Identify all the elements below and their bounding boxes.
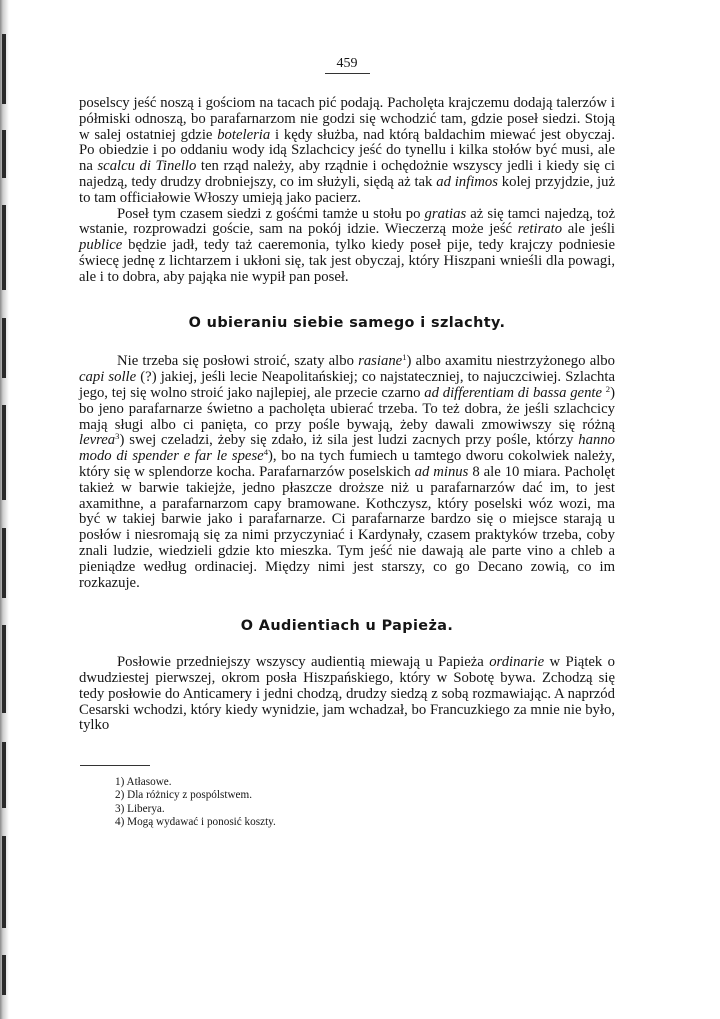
footnote: 1) Atłasowe. — [115, 776, 172, 789]
paragraph — [79, 655, 615, 734]
italic-term: ad infimos — [436, 173, 498, 190]
document-page — [79, 56, 615, 829]
text-run: 8 ale 10 miara. Pacholęt takież w barwie takiejże, jedno płaszcze droższe niż u parafarnarzów dać im, to jest axamithne, a parafarnarzom capy bramowane. Kothczysz, który poselski wóz wozi, ma być w takiej barwie jako i parafarnarze. Ci parafarnarze bardzo się o miejsce starają u posłów i niesromają się za nimi przyczyniać i Kardynały, czasem praktyków trzeba, coby znali ludzie, wiedzieli gdzie kto mieszka. Tym jeść nie dawają ale parte vino a chleb a pieniądze według ordinaciej. Między nimi jest starszy, co go Decano zowią, co im rozkazuje. — [79, 463, 615, 591]
page-number: 459 — [79, 56, 615, 74]
text-run: ) bo jeno parafarnarze świetno a pacholęta ubierać trzeba. To też dobra, że jeśli szlachcicy mają sługi albo ci panięta, co przy pośle bywają, żeby dawali zmowiwszy się różną — [79, 384, 615, 433]
section-heading: O ubieraniu siebie samego i szlachty. — [188, 314, 506, 331]
italic-term: ad minus — [414, 463, 469, 480]
footnotes — [79, 776, 615, 829]
text-run: kolej przyjdzie, już to tam officiałowie Włoszy umieją jako pacierz. — [79, 173, 615, 206]
italic-term: hanno modo di spender e far le spese — [79, 432, 615, 465]
italic-term: retirato — [517, 221, 563, 238]
text-run: ) swej czeladzi, żeby się zdało, iż sila jest ludzi zacnych przy pośle, którzy — [119, 432, 579, 449]
paragraph — [79, 207, 615, 286]
italic-term: ad differentiam di bassa gente — [424, 384, 603, 401]
text-run: i kędy służba, nad którą baldachim miewać jest obyczaj. Po obiedzie i po oddaniu wody idą Szlachcicy jeść do tynellu i kilka stołów być musi, ale na — [79, 126, 616, 175]
footnote-ref: 1 — [402, 352, 407, 363]
section-heading: O Audientiach u Papieża. — [240, 618, 454, 635]
binding-edge — [0, 0, 9, 1019]
text-run: Posłowie przedniejszy wszyscy audientią miewają u Papieża — [117, 654, 490, 671]
italic-term: capi solle — [79, 369, 137, 386]
footnote-separator — [80, 765, 150, 766]
italic-term: scalcu di Tinello — [97, 158, 197, 175]
paragraph — [79, 354, 615, 591]
text-run: Poseł tym czasem siedzi z gośćmi tamże u stołu po — [117, 205, 425, 222]
text-run: ten rząd należy, aby rządnie i ochędożnie wszyscy jedli i kiedy się ci najedzą, tedy drudzy drobniejszy, co im służyli, siędą aż tak — [79, 158, 615, 190]
footnote: 2) Dla różnicy z pospólstwem. — [115, 789, 253, 802]
italic-term: rasiane — [358, 353, 403, 370]
text-run: (?) jakiej, jeśli lecie Neapolitańskiej; co najstateczniej, to najuczciwiej. Szlachta jego, tej się wolno stroić jako najlepiej, ale przecie czarno — [79, 369, 615, 401]
italic-term: ordinarie — [489, 654, 545, 671]
footnote-ref: 3 — [115, 431, 120, 442]
text-run: Nie trzeba się posłowi stroić, szaty albo — [117, 353, 359, 370]
text-run: ) albo axamitu niestrzyżonego albo — [406, 353, 615, 370]
footnote-ref: 2 — [605, 383, 611, 394]
footnote: 3) Liberya. — [115, 802, 165, 815]
footnote: 4) Mogą wydawać i ponosić koszty. — [115, 815, 276, 828]
italic-term: publice — [79, 237, 123, 254]
text-run: poselscy jeść noszą i gościom na tacach pić podają. Pacholęta krajczemu dodają talerzów i półmiski odnoszą, bo parafarnarzom nie godzi się wchodzić tam, gdzie poseł siedzi. Stoją w salej ostatniej gdzie — [79, 95, 615, 143]
text-run: aż się tamci najedzą, toż wstanie, rozprowadzi goście, sam na pokój idzie. Wieczerzą może jeść — [79, 205, 615, 238]
text-run: będzie jadł, tedy taż caeremonia, tylko kiedy poseł pije, tedy krajczy podniesie świecę jednę z lichtarzem i ukłoni się, tak jest obyczaj, który Hiszpani wnieśli dla powagi, ale i to dobra, aby pająka nie wypił pan poseł. — [79, 237, 615, 285]
text-run: ), bo na tych fumiech u tamtego dworu cokolwiek należy, który się w splendorze kocha. Parafarnarzów poselskich — [79, 448, 615, 480]
italic-term: boteleria — [217, 126, 271, 143]
italic-term: levrea — [79, 432, 116, 449]
text-run: ale jeśli — [562, 221, 615, 238]
paragraph — [79, 96, 615, 207]
text-run: w Piątek o dwudziestej pierwszej, okrom posła Hiszpańskiego, który w Sobotę bywa. Zchodzą się tedy posłowie do Anticamery i jedni chodzą, drudzy siedzą z sobą rozmawiając. A naprzód Cesarski wchodzi, który kiedy wynidzie, jam wchadzał, bo Francuzkiego za mnie nie było, tylko — [79, 654, 615, 734]
italic-term: gratias — [424, 205, 467, 222]
footnote-ref: 4 — [263, 447, 268, 458]
